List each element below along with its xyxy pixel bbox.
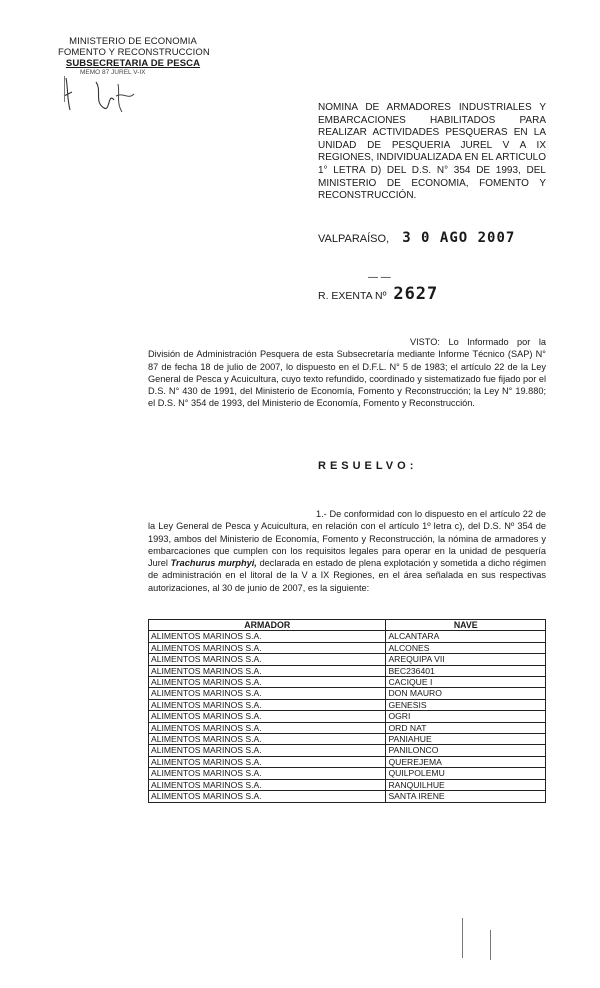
nave-cell: GENESIS xyxy=(386,699,546,710)
place-label: VALPARAÍSO, xyxy=(318,233,390,245)
scan-artifact xyxy=(64,76,65,102)
resolution-label: R. EXENTA Nº xyxy=(318,290,387,302)
table-row xyxy=(149,654,546,665)
armador-cell: ALIMENTOS MARINOS S.A. xyxy=(149,631,386,642)
nave-cell: CACIQUE I xyxy=(386,677,546,688)
armador-cell: ALIMENTOS MARINOS S.A. xyxy=(149,677,386,688)
table-row xyxy=(149,631,546,642)
table-row xyxy=(149,642,546,653)
resolution-title: NOMINA DE ARMADORES INDUSTRIALES Y EMBARCACIONES HABILITADOS PARA REALIZAR ACTIVIDADES PESQUERAS EN LA UNIDAD DE PESQUERIA JUREL V A IX REGIONES, INDIVIDUALIZADA EN EL ARTICULO 1° LETRA D) DEL D.S. N° 354 DE 1993, DEL MINISTERIO DE ECONOMIA, FOMENTO Y RECONSTRUCCIÓN. xyxy=(318,102,546,202)
table-row xyxy=(149,711,546,722)
armador-cell: ALIMENTOS MARINOS S.A. xyxy=(149,642,386,653)
nave-cell: PANILONCO xyxy=(386,745,546,756)
table-row xyxy=(149,768,546,779)
visto-lead: VISTO: Lo Informado por la División de xyxy=(148,337,546,360)
nave-cell: ALCONES xyxy=(386,642,546,653)
table-row xyxy=(149,665,546,676)
letterhead xyxy=(58,36,208,77)
table-header-row xyxy=(149,620,546,631)
armador-cell: ALIMENTOS MARINOS S.A. xyxy=(149,779,386,790)
handwritten-initials xyxy=(58,72,168,120)
nave-cell: QUILPOLEMU xyxy=(386,768,546,779)
nave-cell: PANIAHUE xyxy=(386,734,546,745)
nave-cell: BEC236401 xyxy=(386,665,546,676)
armador-cell: ALIMENTOS MARINOS S.A. xyxy=(149,722,386,733)
article-1-text-a: artículo 22 de la Ley General de Pesca y Acuicultura, en relación con el artículo 1º letra c), del D.S. Nº 354 de 1993, ambos del Ministerio de Economía, Fomento y Reconstrucción, la nómina de armadores y embarcaciones que cumplen con los requisitos legales para operar en la unidad de pesquería Jurel xyxy=(148,509,546,569)
ministry-subtitle: FOMENTO Y RECONSTRUCCION xyxy=(58,47,210,58)
table-row xyxy=(149,699,546,710)
nave-cell: SANTA IRENE xyxy=(386,791,546,802)
armador-cell: ALIMENTOS MARINOS S.A. xyxy=(149,688,386,699)
table-row xyxy=(149,688,546,699)
visto-text: Administración Pesquera de esta Subsecretaría mediante Informe Técnico (SAP) N° 87 de fecha 18 de julio de 2007, lo dispuesto en el D.F.L. N° 5 de 1983; el artículo 22 de la Ley General de Pesca y Acuicultura, cuyo texto refundido, coordinado y sistematizado fue fijado por el D.S. N° 430 de 1991, del Ministerio de Economía, Fomento y Reconstrucción; la Ley N° 19.880; el D.S. N° 354 de 1993, del Ministerio de Economía, Fomento y Reconstrucción. xyxy=(148,349,546,409)
resolution-number: 2627 xyxy=(393,284,439,304)
armador-cell: ALIMENTOS MARINOS S.A. xyxy=(149,768,386,779)
scan-artifact xyxy=(490,930,491,960)
resolution-number-line xyxy=(318,284,438,304)
visto-paragraph xyxy=(148,336,546,410)
armador-cell: ALIMENTOS MARINOS S.A. xyxy=(149,665,386,676)
article-1-lead: 1.- De conformidad con lo dispuesto en el xyxy=(316,509,488,519)
article-1-text-b: declarada en estado de plena explotación y sometida a dicho régimen de administración en el litoral de la V a IX Regiones, en el área señalada en sus respectivas autorizaciones, al 30 de junio de 2007, es la siguiente: xyxy=(148,558,546,593)
nave-cell: RANQUILHUE xyxy=(386,779,546,790)
undersecretary-name: SUBSECRETARIA DE PESCA xyxy=(65,58,201,69)
armador-cell: ALIMENTOS MARINOS S.A. xyxy=(149,734,386,745)
table-row xyxy=(149,734,546,745)
nave-cell: DON MAURO xyxy=(386,688,546,699)
nave-cell: ALCANTARA xyxy=(386,631,546,642)
armador-cell: ALIMENTOS MARINOS S.A. xyxy=(149,699,386,710)
armador-cell: ALIMENTOS MARINOS S.A. xyxy=(149,791,386,802)
table-row xyxy=(149,745,546,756)
fleet-table xyxy=(148,619,546,803)
nave-cell: ORD NAT xyxy=(386,722,546,733)
table-row xyxy=(149,779,546,790)
resuelvo-heading: RESUELVO: xyxy=(318,460,418,472)
date-stamp: 3 0 AGO 2007 xyxy=(402,230,516,246)
armador-cell: ALIMENTOS MARINOS S.A. xyxy=(149,654,386,665)
place-date-line xyxy=(318,230,515,246)
stamp-mark: — — xyxy=(368,272,391,283)
nave-cell: AREQUIPA VII xyxy=(386,654,546,665)
armador-cell: ALIMENTOS MARINOS S.A. xyxy=(149,745,386,756)
column-header-nave: NAVE xyxy=(386,620,546,631)
species-name: Trachurus murphyi, xyxy=(170,558,257,569)
column-header-armador: ARMADOR xyxy=(149,620,386,631)
table-row xyxy=(149,791,546,802)
nave-cell: OGRI xyxy=(386,711,546,722)
armador-cell: ALIMENTOS MARINOS S.A. xyxy=(149,756,386,767)
memo-reference: MEMO 87 JUREL V-IX xyxy=(80,69,146,76)
article-1-paragraph xyxy=(148,508,546,594)
table-row xyxy=(149,756,546,767)
ministry-name: MINISTERIO DE ECONOMIA xyxy=(69,36,197,47)
scan-artifact xyxy=(462,918,463,958)
nave-cell: QUEREJEMA xyxy=(386,756,546,767)
table-row xyxy=(149,677,546,688)
armador-cell: ALIMENTOS MARINOS S.A. xyxy=(149,711,386,722)
table-row xyxy=(149,722,546,733)
